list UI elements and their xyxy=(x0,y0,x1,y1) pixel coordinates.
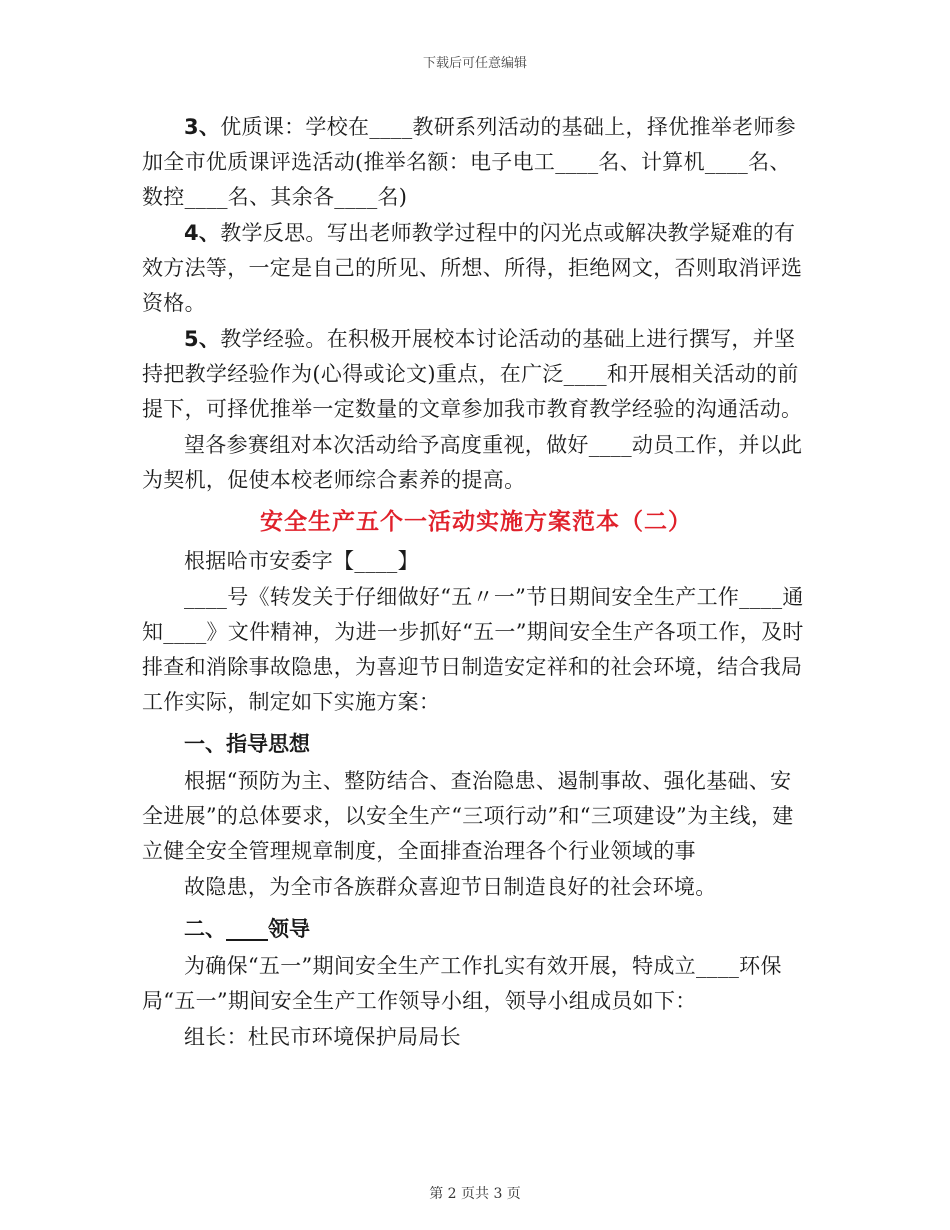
page-header: 下载后可任意编辑 xyxy=(422,56,527,71)
paragraph-text: 优质课：学校在____教研系列活动的基础上，择优推举老师参加全市优质课评选活动(推举名额：电子电工____名、计算机____名、数控____名、其余各____名) xyxy=(142,115,796,209)
guiding-thought-text-cont: 故隐患，为全市各族群众喜迎节日制造良好的社会环境。 xyxy=(184,875,717,899)
section-title: 安全生产五个一活动实施方案范本（二） xyxy=(260,508,692,535)
paragraph-text: 教学经验。在积极开展校本讨论活动的基础上进行撰写，并坚持把教学经验作为(心得或论文)重点，在广泛____和开展相关活动的前提下，可择优推举一定数量的文章参加我市教育教学经验的沟通活动。 xyxy=(142,327,803,421)
heading-leadership: 二、____领导 xyxy=(184,916,310,941)
paragraph-3 xyxy=(142,110,810,215)
document-body xyxy=(142,110,810,1056)
reference-line: 根据哈市安委字【____】 xyxy=(184,549,419,573)
reference-paragraph: ____号《转发关于仔细做好“五〃一”节日期间安全生产工作____通知____》文件精神，为进一步抓好“五一”期间安全生产各项工作，及时排查和消除事故隐患，为喜迎节日制造安定祥和的社会环境，结合我局工作实际，制定如下实施方案： xyxy=(142,585,804,714)
item-number: 5、 xyxy=(184,327,221,351)
paragraph-closing: 望各参赛组对本次活动给予高度重视，做好____动员工作，并以此为契机，促使本校老师综合素养的提高。 xyxy=(142,433,803,492)
leadership-text: 为确保“五一”期间安全生产工作扎实有效开展，特成立____环保局“五一”期间安全生产工作领导小组，领导小组成员如下： xyxy=(142,954,782,1013)
paragraph-4 xyxy=(142,216,810,321)
leader-line: 组长：杜民市环境保护局局长 xyxy=(184,1025,461,1049)
heading-guiding-thought: 一、指导思想 xyxy=(184,731,310,756)
item-number: 3、 xyxy=(184,115,221,139)
paragraph-text: 教学反思。写出老师教学过程中的闪光点或解决教学疑难的有效方法等，一定是自己的所见、所想、所得，拒绝网文，否则取消评选资格。 xyxy=(142,221,803,315)
guiding-thought-text: 根据“预防为主、整防结合、查治隐患、遏制事故、强化基础、安全进展”的总体要求，以安全生产“三项行动”和“三项建设”为主线，建立健全安全管理规章制度，全面排查治理各个行业领域的事 xyxy=(142,769,794,863)
page-footer: 第 2 页共 3 页 xyxy=(429,1186,521,1202)
paragraph-5 xyxy=(142,322,810,427)
item-number: 4、 xyxy=(184,221,221,245)
